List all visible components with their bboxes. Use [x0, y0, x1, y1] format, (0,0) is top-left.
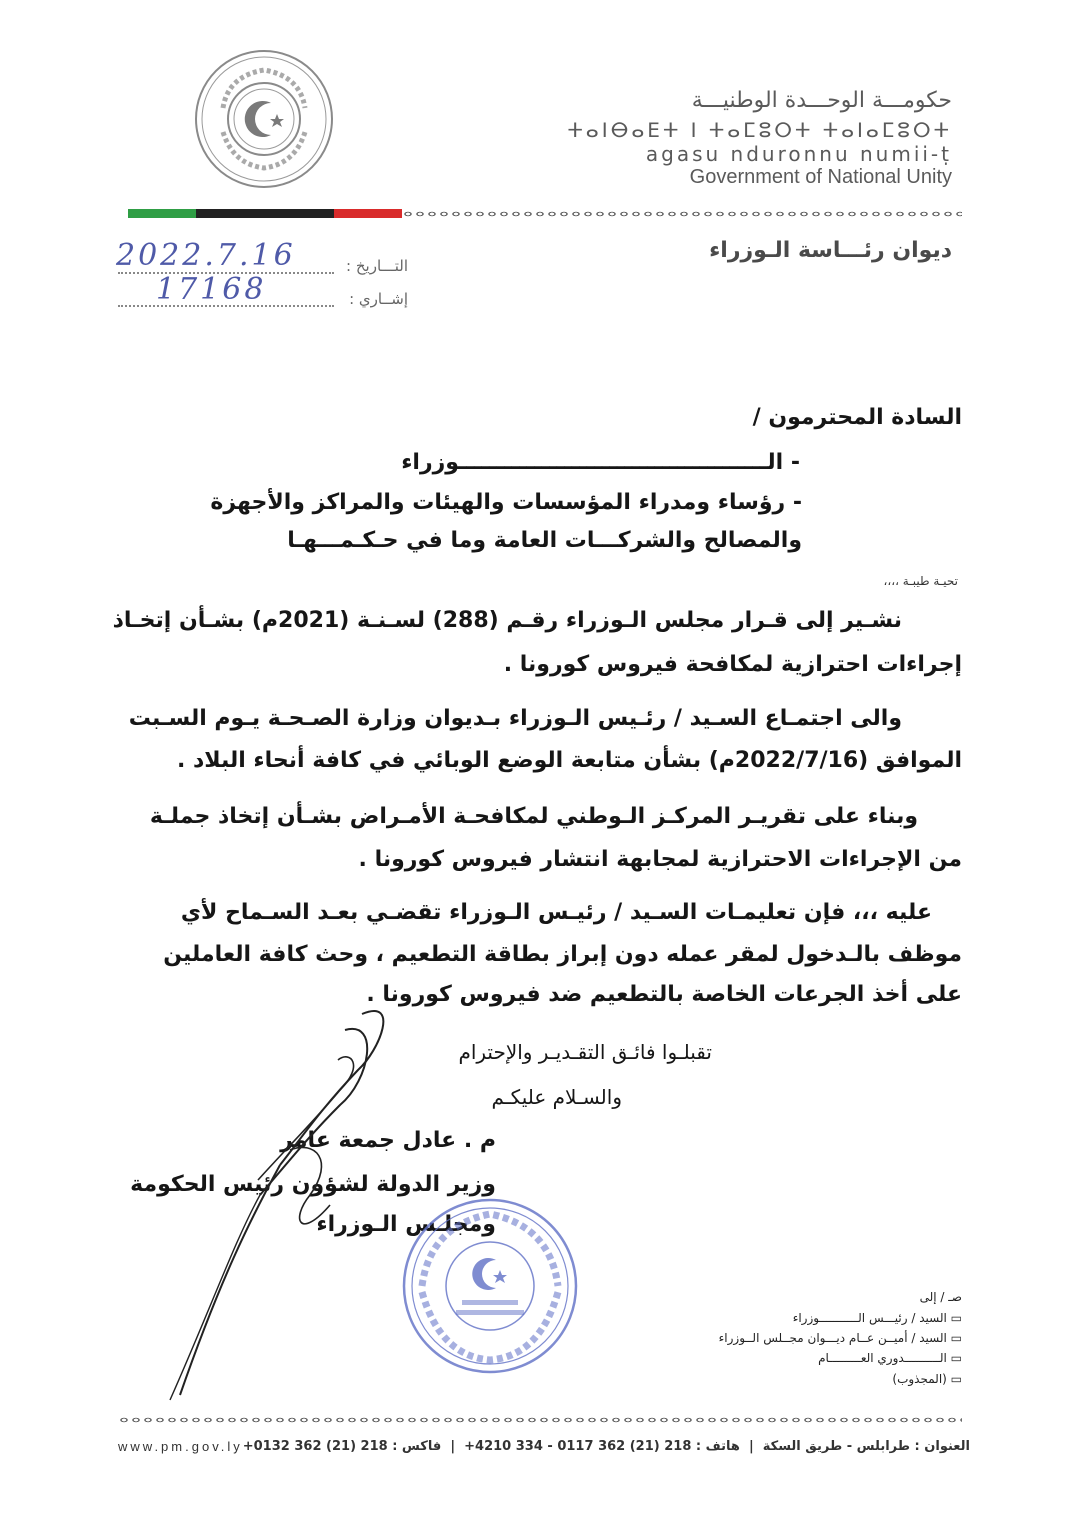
- copies-item-text: السيد / رئيـــس الـــــــــــوزراء: [792, 1311, 947, 1325]
- footer-bar: [118, 1434, 970, 1458]
- copies-item: ▭ السيد / أميــن عــام ديـــوان مجــلس الــوزراء: [718, 1331, 962, 1345]
- reference-value: 17168: [156, 272, 267, 307]
- flag-band-black: [196, 209, 334, 218]
- copies-item-text: (المجذوب): [892, 1372, 947, 1386]
- footer-contact: العنوان : طرابلس - طريق السكة | هاتف : 218 (21) 362 0117 - 334 4210+ | فاكس : 218 (21) 362 0132+: [242, 1438, 970, 1454]
- copies-intro: صـ / إلى: [919, 1290, 962, 1304]
- closing-peace: والسـلام عليكـم: [491, 1085, 622, 1109]
- flag-band-red: [334, 209, 402, 218]
- paragraph-1-line-1: نشـير إلى قـرار مجلس الـوزراء رقـم (288) لسـنـة (2021م) بشـأن إتخـاذ: [112, 608, 902, 633]
- handwritten-signature: [140, 990, 440, 1410]
- paragraph-4-line-1: عليه ،،، فإن تعليمـات السـيد / رئيـس الـوزراء تقضـي بعـد السـماح لأي: [180, 900, 932, 925]
- signatory-title-2: ومجلـس الـوزراء: [316, 1212, 496, 1237]
- footer-ornament-line: [118, 1414, 962, 1426]
- date-value: 2022.7.16: [116, 238, 296, 273]
- paragraph-2-line-2: الموافق (2022/7/16م) بشأن متابعة الوضع الوبائي في كافة أنحاء البلاد .: [176, 748, 962, 773]
- copies-item-text: الــــــــــدوري العـــــــــام: [818, 1351, 947, 1365]
- office-title: ديوان رئـــاسة الـوزراء: [709, 238, 952, 263]
- copies-item: ▭ الــــــــــدوري العـــــــــام: [818, 1351, 962, 1365]
- paragraph-3-line-1: وبناء على تقريـر المركـز الـوطني لمكافحـة الأمـراض بشـأن إتخاذ جملـة: [149, 804, 918, 829]
- closing-regards: تقبلـوا فائـق التقـديـر والإحترام: [458, 1040, 712, 1064]
- header-arabic-name: حكومـــة الوحـــدة الوطنيـــة: [691, 88, 952, 113]
- paragraph-2-line-1: والى اجتمـاع السـيد / رئـيس الـوزراء بـديوان وزارة الصـحـة يـوم السـبت: [128, 706, 902, 731]
- header-latin-name: agasu nduronnu numii-ṭ: [645, 142, 952, 166]
- copies-item: ▭ (المجذوب): [892, 1372, 962, 1386]
- signatory-name: م . عادل جمعة عامر: [280, 1128, 496, 1153]
- paragraph-1-line-2: إجراءات احترازية لمكافحة فيروس كورونا .: [503, 652, 962, 677]
- paragraph-3-line-2: من الإجراءات الاحترازية لمجابهة انتشار فيروس كورونا .: [358, 847, 962, 872]
- header-ornament-line: [402, 208, 962, 220]
- salutation-to: السادة المحترمون /: [752, 405, 962, 430]
- footer-website: www.pm.gov.ly: [118, 1438, 243, 1454]
- header-english-name: Government of National Unity: [689, 166, 952, 188]
- addressee-companies: والمصالح والشركـــات العامة وما في حـكـمـــهـا: [287, 528, 802, 553]
- greeting: تحيـة طيبـة ،،،،: [883, 574, 958, 588]
- reference-label: إشــاري :: [349, 290, 408, 308]
- signatory-title-1: وزير الدولة لشؤون رئيس الحكومة: [130, 1172, 496, 1197]
- addressee-heads: - رؤساء ومدراء المؤسسات والهيئات والمراكز والأجهزة: [210, 490, 802, 515]
- addressee-ministers: - الـــــــــــــــــــــــــــــــــــــــــوزراء: [401, 450, 800, 475]
- flag-band-green: [128, 209, 196, 218]
- paragraph-4-line-3: على أخذ الجرعات الخاصة بالتطعيم ضد فيروس كورونا .: [366, 982, 962, 1007]
- government-seal: [193, 48, 335, 190]
- footer-phone: هاتف : 218 (21) 362 0117 - 334 4210+: [464, 1438, 740, 1454]
- footer-fax: فاكس : 218 (21) 362 0132+: [242, 1438, 442, 1454]
- date-label: التـــاريخ :: [346, 257, 408, 275]
- header-tifinagh-name: ⵜⴰⵏⴱⴰⴹⵜ ⵏ ⵜⴰⵎⵓⵔⵜ ⵜⴰⵏⴰⵎⵓⵔⵜ: [567, 118, 952, 142]
- footer-address: العنوان : طرابلس - طريق السكة: [762, 1438, 970, 1454]
- paragraph-4-line-2: موظف بالـدخول لمقر عمله دون إبراز بطاقة التطعيم ، وحث كافة العاملين: [163, 942, 962, 967]
- official-stamp: [400, 1196, 580, 1376]
- copies-item: ▭ السيد / رئيـــس الـــــــــــوزراء: [792, 1311, 962, 1325]
- copies-item-text: السيد / أميــن عــام ديـــوان مجــلس الــوزراء: [718, 1331, 947, 1345]
